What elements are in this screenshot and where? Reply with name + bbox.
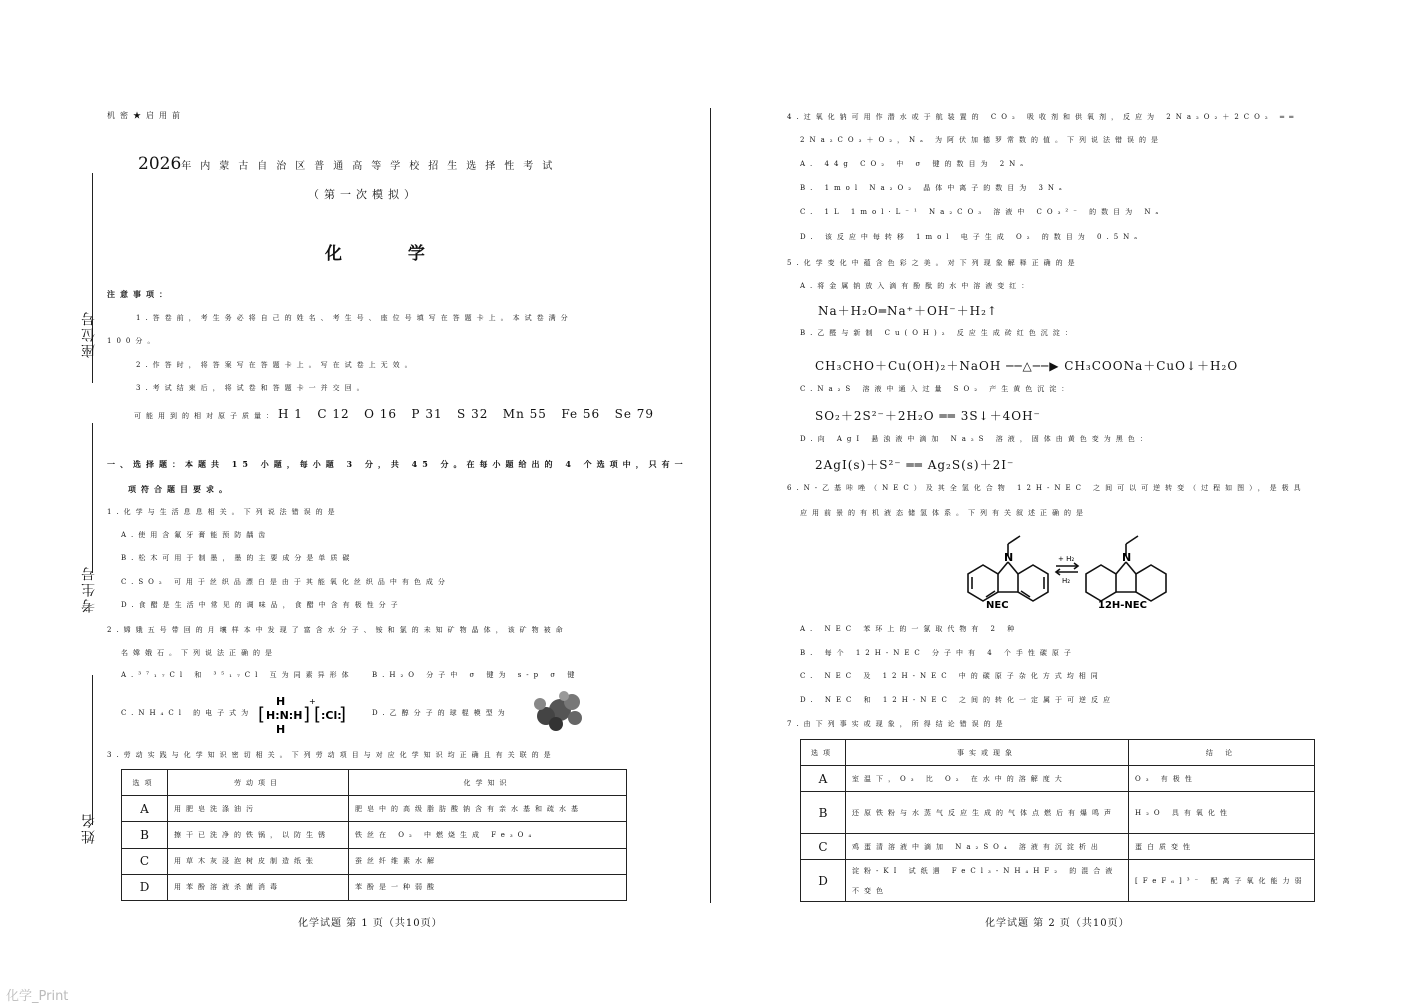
table-cell: 鸡蛋清溶液中滴加 Na₂SO₄ 溶液有沉淀析出: [846, 834, 1129, 860]
svg-text:]: ]: [303, 704, 311, 725]
q4-stem: 4.过氧化钠可用作潜水或于航装置的 CO₂ 吸收剂和供氧剂，反应为 2Na₂O₂＋2CO₂ ══: [787, 113, 1299, 121]
q5-equation-b: CH₃CHO＋Cu(OH)₂＋NaOH ──△──▶ CH₃COONa＋CuO↓＋H₂O: [815, 359, 1239, 373]
table-row: [122, 874, 627, 900]
table-row: [122, 848, 627, 874]
q6-option-b: B. 每个 12H-NEC 分子中有 4 个手性碳原子: [800, 649, 1076, 657]
svg-text:]: ]: [339, 704, 346, 725]
q7-table: [800, 739, 1315, 902]
table-cell: 用苯酚溶液杀菌消毒: [168, 874, 349, 900]
table-cell: 还原铁粉与水蒸气反应生成的气体点燃后有爆鸣声: [846, 792, 1129, 834]
table-header-cell: 化学知识: [349, 770, 627, 796]
table-cell: 擦干已洗净的铁锅，以防生锈: [168, 822, 349, 848]
note-1: 1.答卷前，考生务必将自己的姓名、考生号、座位号填写在答题卡上。本试卷满分: [136, 314, 573, 322]
q6-stem-cont: 应用前景的有机液态储氢体系。下列有关叙述正确的是: [800, 509, 1088, 517]
arrow-label-top: + H₂: [1058, 555, 1075, 563]
q1-option-d: D.食醋是生活中常见的调味品，食醋中含有极性分子: [121, 601, 403, 609]
q6-option-c: C. NEC 及 12H-NEC 中的碳原子杂化方式均相同: [800, 672, 1103, 680]
table-header-cell: 选项: [801, 740, 846, 766]
notes-title: 注意事项：: [107, 289, 172, 299]
q5-equation-d: 2AgI(s)＋S²⁻ ══ Ag₂S(s)＋2I⁻: [815, 458, 1015, 472]
q4-option-a: A. 44g CO₂ 中 σ 键的数目为 2Nₐ: [800, 160, 1028, 168]
svg-text:N: N: [1122, 551, 1132, 564]
svg-text:H:N:H: H:N:H: [266, 709, 303, 722]
page-footer-right: 化学试题 第 2 页（共10页）: [985, 918, 1130, 929]
q1-stem: 1.化学与生活息息相关。下列说法错误的是: [107, 508, 340, 516]
note-2: 2.作答时，将答案写在答题卡上。写在试卷上无效。: [136, 361, 417, 369]
q6-option-d: D. NEC 和 12H-NEC 之间的转化一定属于可逆反应: [800, 696, 1116, 704]
q6-stem: 6.N-乙基咔唑（NEC）及其全氢化合物 12H-NEC 之间可以可逆转变（过程如图），是极具: [787, 484, 1306, 492]
watermark-text: 化学_Print: [6, 989, 69, 1004]
svg-text::Cl:: :Cl:: [321, 709, 342, 722]
q1-option-b: B.松木可用于制墨，墨的主要成分是单质碳: [121, 554, 355, 562]
table-cell-option: C: [801, 834, 846, 860]
svg-text:N: N: [1004, 551, 1014, 564]
binding-line: [92, 675, 93, 825]
table-cell: O₃ 有极性: [1129, 766, 1315, 792]
q2-option-d: D.乙醇分子的球棍模型为: [372, 709, 510, 717]
table-cell: 用草木灰浸泡树皮制造纸张: [168, 848, 349, 874]
electron-formula-image: [256, 692, 346, 736]
nec-label: NEC: [986, 600, 1009, 611]
table-header-cell: 劳动项目: [168, 770, 349, 796]
table-cell: 肥皂中的高级脂肪酸钠含有亲水基和疏水基: [349, 796, 627, 822]
page-divider: [710, 108, 711, 903]
q5-equation-a: Na＋H₂O═Na⁺＋OH⁻＋H₂↑: [818, 304, 998, 318]
table-cell: 蛋白质变性: [1129, 834, 1315, 860]
q6-option-a: A. NEC 苯环上的一氯取代物有 2 种: [800, 625, 1020, 633]
q2-stem: 2.嫦娥五号带回的月壤样本中发现了富含水分子、铵和氯的未知矿物晶体，该矿物被命: [107, 626, 568, 634]
section-heading-cont: 项符合题目要求。: [128, 484, 232, 494]
q4-option-c: C. 1L 1mol·L⁻¹ Na₂CO₃ 溶液中 CO₃²⁻ 的数目为 Nₐ: [800, 208, 1164, 216]
q3-stem: 3.劳动实践与化学知识密切相关。下列劳动项目与对应化学知识均正确且有关联的是: [107, 751, 556, 759]
note-3: 3.考试结束后，将试卷和答题卡一并交回。: [136, 384, 369, 392]
table-header-cell: 选项: [122, 770, 168, 796]
q5-option-c: C.Na₂S 溶液中通入过量 SO₂ 产生黄色沉淀：: [800, 385, 1074, 393]
q1-option-c: C.SO₂ 可用于丝织品漂白是由于其能氧化丝织品中有色成分: [121, 578, 450, 586]
q7-stem: 7.由下列事实或现象，所得结论错误的是: [787, 720, 1008, 728]
q2-option-b: B.H₂O 分子中 σ 键为 s-p σ 键: [372, 671, 580, 679]
table-cell: 室温下，O₃ 比 O₂ 在水中的溶解度大: [846, 766, 1129, 792]
subject-title: 化 学: [325, 244, 455, 264]
table-cell: H₂O 具有氧化性: [1129, 792, 1315, 834]
q5-equation-c: SO₂＋2S²⁻＋2H₂O ══ 3S↓＋4OH⁻: [815, 409, 1041, 423]
note-1-cont: 100分。: [107, 337, 160, 345]
ball-stick-model-image: [530, 690, 586, 732]
exam-title: [138, 154, 561, 174]
binding-line: [92, 423, 93, 573]
table-row: [122, 822, 627, 848]
page-footer-left: 化学试题 第 1 页（共10页）: [298, 918, 443, 929]
atomic-mass-line: [134, 403, 654, 422]
svg-text:H: H: [276, 695, 286, 708]
table-cell-option: B: [801, 792, 846, 834]
table-cell-option: A: [801, 766, 846, 792]
table-cell: 用肥皂洗涤油污: [168, 796, 349, 822]
table-cell-option: D: [801, 860, 846, 902]
table-row: [801, 792, 1315, 834]
table-cell-option: C: [122, 848, 168, 874]
table-cell-option: B: [122, 822, 168, 848]
exam-title-text: 年内蒙古自治区普通高等学校招生选择性考试: [181, 161, 562, 172]
arrow-label-bottom: H₂: [1062, 577, 1071, 585]
name-label: 姓名: [81, 812, 97, 844]
svg-text:+: +: [309, 697, 316, 706]
q1-option-a: A.使用含氟牙膏能预防龋齿: [121, 531, 271, 539]
q5-stem: 5.化学变化中蕴含色彩之美。对下列现象解释正确的是: [787, 259, 1080, 267]
seat-label: 座位号: [81, 310, 97, 358]
table-cell: 铁丝在 O₂ 中燃烧生成 Fe₃O₄: [349, 822, 627, 848]
q4-stem-cont: 2Na₂CO₃＋O₂，Nₐ 为阿伏加德罗常数的值。下列说法错误的是: [800, 136, 1164, 144]
q5-option-b: B.乙醛与新制 Cu(OH)₂ 反应生成砖红色沉淀：: [800, 329, 1077, 337]
svg-text:[: [: [314, 704, 322, 725]
table-header-cell: 事实或现象: [846, 740, 1129, 766]
q4-option-b: B. 1mol Na₂O₂ 晶体中离子的数目为 3Nₐ: [800, 184, 1067, 192]
atomic-mass-label: 可能用到的相对原子质量：: [134, 412, 278, 420]
exam-subtitle: （第一次模拟）: [308, 188, 420, 201]
table-row: [122, 796, 627, 822]
q3-table: [121, 769, 627, 901]
q2-option-c: C.NH₄Cl 的电子式为: [121, 709, 254, 717]
table-cell: 淀粉-KI 试纸遇 FeCl₃-NH₄HF₂ 的混合液不变色: [846, 860, 1129, 902]
h12-nec-label: 12H-NEC: [1098, 600, 1147, 611]
table-row: [801, 766, 1315, 792]
q5-option-d: D.向 AgI 悬浊液中滴加 Na₂S 溶液，固体由黄色变为黑色：: [800, 435, 1152, 443]
exam-number-label: 考生号: [81, 565, 97, 613]
q2-stem-cont: 名嫦娥石。下列说法正确的是: [121, 649, 277, 657]
q2-option-a: A.³⁷₁₇Cl 和 ³⁵₁₇Cl 互为同素异形体: [121, 671, 354, 679]
secret-label: 机密★启用前: [107, 111, 185, 120]
atomic-mass-values: H 1 C 12 O 16 P 31 S 32 Mn 55 Fe 56 Se 79: [278, 407, 655, 421]
table-cell-option: A: [122, 796, 168, 822]
svg-text:[: [: [258, 704, 266, 725]
table-header-row: [801, 740, 1315, 766]
nec-structure-image: [948, 528, 1168, 616]
table-cell: 苯酚是一种弱酸: [349, 874, 627, 900]
q4-option-d: D. 该反应中每转移 1mol 电子生成 O₂ 的数目为 0.5Nₐ: [800, 233, 1142, 241]
table-header-cell: 结 论: [1129, 740, 1315, 766]
exam-year: 2026: [138, 154, 182, 174]
svg-text:H: H: [276, 723, 286, 736]
section-heading: 一、选择题：本题共 15 小题，每小题 3 分，共 45 分。在每小题给出的 4 个选项中，只有一: [107, 459, 688, 469]
table-row: [801, 834, 1315, 860]
table-row: [801, 860, 1315, 902]
table-header-row: [122, 770, 627, 796]
table-cell: 蚕丝纤维素水解: [349, 848, 627, 874]
table-cell-option: D: [122, 874, 168, 900]
q5-option-a: A.将金属钠放入滴有酚酞的水中溶液变红：: [800, 282, 1034, 290]
table-cell: [FeF₆]³⁻ 配离子氧化能力弱: [1129, 860, 1315, 902]
